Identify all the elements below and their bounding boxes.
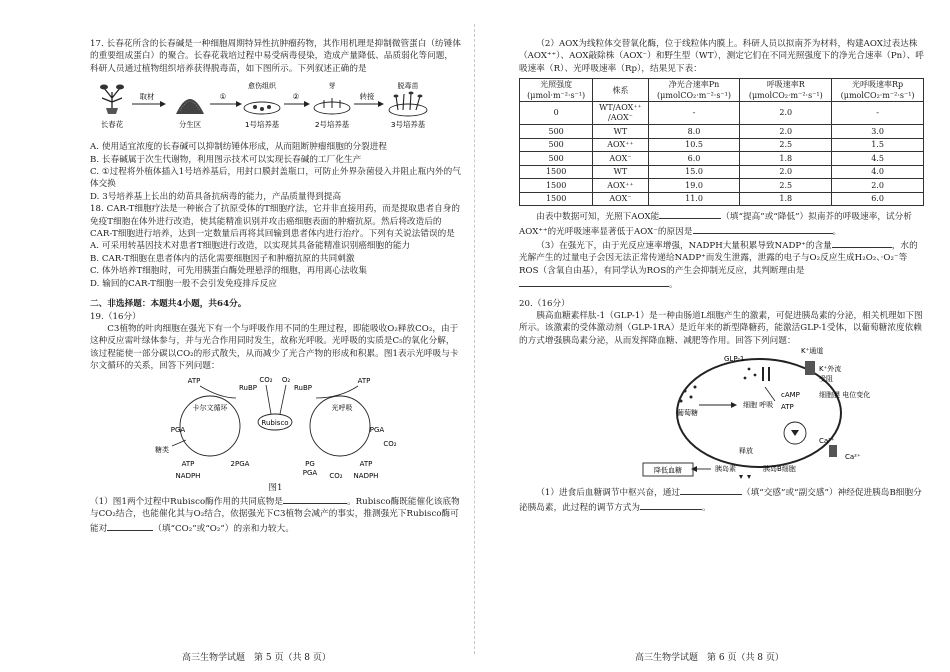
flow-s1: 长春花 bbox=[100, 120, 124, 130]
fig1-co2-r: CO₂ bbox=[383, 439, 397, 448]
table-cell: AOX⁻ bbox=[593, 192, 648, 206]
table-row bbox=[520, 192, 924, 206]
q19-sub3-a: （3）在强光下，由于光反应速率增强，NADPH大量积累导致NADP⁺的含量 bbox=[536, 241, 832, 252]
fig1-pga-br: PGA bbox=[302, 468, 318, 477]
table-header-cell: 光呼吸速率Rp (μmolCO₂·m⁻²·s⁻¹) bbox=[832, 79, 924, 102]
table-cell: 2.5 bbox=[740, 179, 832, 193]
fig1-nadph-l: NADPH bbox=[175, 471, 201, 480]
table-row bbox=[520, 125, 924, 139]
fig2-cell-resp: 细胞 呼吸 bbox=[743, 401, 774, 410]
fig1-atp-br: ATP bbox=[359, 459, 373, 468]
q19-sub1-part1: （1）图1两个过程中Rubisco酶作用的共同底物是 bbox=[90, 496, 283, 507]
fig2-blocked: 受阻 bbox=[819, 375, 833, 384]
q19-sub1 bbox=[90, 494, 461, 535]
q19-sub3-b: ，水的光解产生的过量电子会因无法正常传递给NADP⁺而发生泄露，泄露的电子与O₂反应生成H₂O₂、·O₂⁻等ROS（含氧自由基），有同学认为ROS的产生会抑制光反应，其判断理由是 bbox=[519, 241, 918, 276]
fig2-k-channel: K⁺通道 bbox=[801, 347, 824, 356]
flow-a4-top: 脱毒苗 bbox=[397, 82, 419, 91]
table-cell: AOX⁻ bbox=[593, 152, 648, 166]
page-6 bbox=[475, 0, 950, 672]
figure-1-caption: 图1 bbox=[268, 482, 283, 493]
fig1-atp-l: ATP bbox=[187, 376, 201, 385]
q17-option-a: A. 使用适宜浓度的长春碱可以抑制纺锤体形成，从而阻断肿瘤细胞的分裂进程 bbox=[90, 142, 388, 153]
table-cell: 19.0 bbox=[648, 179, 740, 193]
table-row bbox=[520, 165, 924, 179]
fig1-twopga: 2PGA bbox=[230, 459, 250, 468]
section-2-title: 二、非选择题：本题共4小题，共64分。 bbox=[90, 299, 247, 310]
table-cell: 6.0 bbox=[832, 192, 924, 206]
q18-option-c: C. 体外培养T细胞时，可先用胰蛋白酶处理悬浮的细胞，再用离心法收集 bbox=[90, 266, 367, 277]
q19-sub1-part2: 。Rubisco酶既能催化该底物与CO₂结合，也能催化其与O₂结合，依据强光下C3植物会减产的事实，推测强光下Rubisco酶可能对 bbox=[90, 496, 460, 534]
q20-sub1 bbox=[519, 485, 924, 514]
q19-sub2-c: 。 bbox=[832, 226, 842, 237]
q19-sub2-a: 由表中数据可知，光照下AOX能 bbox=[536, 212, 660, 223]
q18-option-b: B. CAR-T细胞在患者体内的活化需要细胞因子和肿瘤抗原的共同刺激 bbox=[90, 253, 355, 264]
table-cell: 4.5 bbox=[832, 152, 924, 166]
q19-head: 19.（16分） bbox=[90, 311, 141, 322]
table-cell: 2.5 bbox=[740, 138, 832, 152]
q19-sub2-intro: （2）AOX为线粒体交替氧化酶，位于线粒体内膜上。科研人员以拟南芥为材料，构建AOX过表达株（AOX⁺⁺）、AOX敲除株（AOX⁻）和野生型（WT），测定它们在不同光照强度下的净光合速率（Pn）、呼吸速率（R）、光呼吸速率（Rp），结果见下表： bbox=[519, 39, 924, 74]
table-header-cell: 光照强度 (μmol·m⁻²·s⁻¹) bbox=[520, 79, 593, 102]
answer-blank-5[interactable] bbox=[832, 238, 892, 248]
fig2-ca-out: Ca²⁺ bbox=[845, 453, 861, 462]
fig1-photo: 光呼吸 bbox=[331, 403, 353, 412]
table-row bbox=[520, 152, 924, 166]
table-cell: 500 bbox=[520, 125, 593, 139]
fig1-sugar: 糖类 bbox=[155, 445, 169, 454]
table-cell: 2.0 bbox=[740, 125, 832, 139]
table-header-cell: 株系 bbox=[593, 79, 648, 102]
fig1-atp-r: ATP bbox=[357, 376, 371, 385]
q17-option-d: D. 3号培养基上长出的幼苗具备抗病毒的能力，产品质量得到提高 bbox=[90, 191, 342, 202]
table-cell: 1500 bbox=[520, 192, 593, 206]
fig2-release: 释放 bbox=[739, 447, 753, 456]
figure-glp1-mechanism bbox=[519, 347, 909, 485]
table-cell: AOX⁺⁺ bbox=[593, 138, 648, 152]
table-cell: 500 bbox=[520, 138, 593, 152]
q17-option-c: C. ①过程将外植体插入1号培养基后，用封口膜封盖瓶口，可防止外界杂菌侵入并阻止瓶内外的气体交换 bbox=[90, 167, 461, 190]
q20-head: 20.（16分） bbox=[519, 298, 570, 309]
fig2-glp1: GLP-1 bbox=[724, 355, 745, 364]
flow-a1: 取材 bbox=[139, 92, 155, 102]
fig2-lower: 降低血糖 bbox=[654, 466, 682, 475]
answer-blank-1[interactable] bbox=[283, 494, 347, 504]
meristem-icon bbox=[176, 99, 204, 114]
answer-blank-3[interactable] bbox=[659, 209, 721, 219]
table-cell: 6.0 bbox=[648, 152, 740, 166]
table-cell: 1.8 bbox=[740, 152, 832, 166]
fig2-atp: ATP bbox=[781, 403, 794, 412]
table-cell: 2.0 bbox=[740, 102, 832, 125]
table-cell: WT bbox=[593, 165, 648, 179]
answer-blank-4[interactable] bbox=[693, 224, 833, 234]
table-cell: 11.0 bbox=[648, 192, 740, 206]
flow-a2: ① bbox=[219, 92, 227, 102]
fig1-calvin: 卡尔文循环 bbox=[192, 403, 228, 412]
q18-option-a: A. 可采用转基因技术对患者T细胞进行改造，以实现其具备能精准识别癌细胞的能力 bbox=[90, 241, 411, 252]
plant-icon bbox=[100, 85, 124, 115]
flow-s3: 1号培养基 bbox=[244, 120, 280, 130]
table-cell: 3.0 bbox=[832, 125, 924, 139]
q19-sub2-b: （填“提高”或“降低”）拟南芥的呼吸速率，试分析AOX⁺⁺的光呼吸速率显著低于AOX⁻的原因是 bbox=[519, 212, 912, 237]
q19-paragraph: C3植物的叶肉细胞在强光下有一个与呼吸作用不同的生理过程，即能吸收O₂释放CO₂，由于这种反应需叶绿体参与，并与光合作用同时发生，故称光呼吸。光呼吸的实质是C₅的氧化分解，该过程能使一部分碳以CO₂的形式散失，从而减少了光合产物的形成和积累。图1表示光呼吸与卡尔文循环的关系，回答下列问题： bbox=[90, 323, 459, 372]
q19-sub2-question bbox=[519, 209, 924, 238]
page-6-footer: 高三生物学试题 第 6 页（共 8 页） bbox=[635, 653, 784, 663]
answer-blank-6[interactable] bbox=[519, 277, 669, 287]
fig1-pga-r: PGA bbox=[369, 425, 385, 434]
table-cell: 8.0 bbox=[648, 125, 740, 139]
fig1-pg: PG bbox=[305, 459, 315, 468]
table-cell: 2.0 bbox=[740, 165, 832, 179]
table-cell: 0 bbox=[520, 102, 593, 125]
table-cell: WT/AOX⁺⁺ /AOX⁻ bbox=[593, 102, 648, 125]
fig2-camp: cAMP bbox=[781, 391, 800, 400]
fig1-atp-bl: ATP bbox=[181, 459, 195, 468]
table-cell: 4.0 bbox=[832, 165, 924, 179]
q18-option-d: D. 输回的CAR-T细胞一般不会引发免疫排斥反应 bbox=[90, 278, 277, 289]
page-5-footer: 高三生物学试题 第 5 页（共 8 页） bbox=[182, 653, 331, 663]
table-cell: 10.5 bbox=[648, 138, 740, 152]
table-cell: AOX⁺⁺ bbox=[593, 179, 648, 193]
table-cell: - bbox=[832, 102, 924, 125]
fig2-insulin: 胰岛素 bbox=[715, 465, 736, 474]
fig1-rubisco: Rubisco bbox=[261, 418, 289, 427]
fig2-membrane: 细胞膜 电位变化 bbox=[819, 391, 871, 400]
table-row bbox=[520, 179, 924, 193]
q17-option-b: B. 长春碱属于次生代谢物，利用图示技术可以实现长春碱的工厂化生产 bbox=[90, 154, 362, 165]
fig2-ca-in: Ca²⁺ bbox=[819, 437, 835, 446]
table-cell: 1.5 bbox=[832, 138, 924, 152]
q20-sub1-a: （1）进食后血糖调节中枢兴奋，通过 bbox=[536, 488, 681, 499]
flow-a2-top: 愈伤组织 bbox=[248, 82, 276, 91]
table-cell: 1500 bbox=[520, 165, 593, 179]
table-header-cell: 净光合速率Pn (μmolCO₂·m⁻²·s⁻¹) bbox=[648, 79, 740, 102]
table-cell: 1.8 bbox=[740, 192, 832, 206]
q17-flow-diagram bbox=[90, 78, 450, 134]
table-row bbox=[520, 102, 924, 125]
q19-sub3-c: 。 bbox=[669, 280, 678, 291]
figure-1-photorespiration bbox=[90, 374, 460, 482]
fig2-bcell: 胰岛B细胞 bbox=[763, 465, 796, 474]
flow-s5: 3号培养基 bbox=[390, 120, 426, 130]
fig1-rubp-r: RuBP bbox=[293, 383, 313, 392]
aox-data-table bbox=[519, 78, 924, 206]
answer-blank-7[interactable] bbox=[680, 485, 742, 495]
answer-blank-8[interactable] bbox=[640, 500, 702, 510]
table-cell: 500 bbox=[520, 152, 593, 166]
q20-sub1-b: （填“交感”或“副交感”）神经促进胰岛B细胞分泌胰岛素，此过程的调节方式为 bbox=[519, 488, 922, 513]
fig1-pga-l: PGA bbox=[170, 425, 186, 434]
answer-blank-2[interactable] bbox=[107, 521, 153, 531]
fig1-co2-br: CO₂ bbox=[329, 471, 343, 480]
fig2-k-out: K⁺外流 bbox=[819, 365, 842, 374]
flow-a3: ② bbox=[292, 92, 300, 102]
fig2-glucose: 葡萄糖 bbox=[677, 409, 698, 418]
q17-stem: 17. 长春花所含的长春碱是一种细胞周期特异性抗肿瘤药物，其作用机理是抑制微管蛋白（纺锤体的重要组成蛋白）的聚合。长春花栽培过程中易受病毒侵染，造成产量降低、品质弱化等问题，科研人员通过植物组织培养获得脱毒苗，如下图所示。下列叙述正确的是 bbox=[90, 39, 461, 74]
q19-sub3 bbox=[519, 238, 924, 292]
fig1-rubp-l: RuBP bbox=[238, 383, 258, 392]
table-header-cell: 呼吸速率R (μmolCO₂·m⁻²·s⁻¹) bbox=[740, 79, 832, 102]
flow-a3-top: 芽 bbox=[328, 82, 336, 91]
flow-s4: 2号培养基 bbox=[314, 120, 350, 130]
table-cell: WT bbox=[593, 125, 648, 139]
table-cell: 15.0 bbox=[648, 165, 740, 179]
flow-a4: 转接 bbox=[359, 92, 375, 102]
fig1-nadph-r: NADPH bbox=[353, 471, 379, 480]
table-cell: 1500 bbox=[520, 179, 593, 193]
q20-sub1-c: 。 bbox=[702, 502, 711, 513]
table-cell: - bbox=[648, 102, 740, 125]
q19-sub1-part3: （填“CO₂”或“O₂”）的亲和力较大。 bbox=[153, 523, 294, 534]
table-row bbox=[520, 138, 924, 152]
flow-s2: 分生区 bbox=[178, 120, 202, 130]
fig1-co2-top: CO₂ bbox=[259, 375, 273, 384]
q18-stem: 18. CAR-T细胞疗法是一种嵌合了抗原受体的T细胞疗法，它并非直接用药，而是提取患者自身的免疫T细胞在体外进行改造，使其能精准识别并攻击癌细胞表面的肿瘤抗原。然后将改造后的CAR-T细胞进行培养，达到一定数量后再将其回输到患者体内进行治疗。下列有关说法错误的是 bbox=[90, 204, 461, 240]
fig1-o2-top: O₂ bbox=[281, 375, 291, 384]
table-cell: 2.0 bbox=[832, 179, 924, 193]
q20-paragraph: 胰高血糖素样肽-1（GLP-1）是一种由肠道L细胞产生的激素，可促进胰岛素的分泌，相关机理如下图所示。该激素的受体激动剂（GLP-1RA）是近年来的新型降糖药，能激活GLP-1受体，以葡萄糖浓度依赖的方式增强胰岛素分泌，从而发挥降血糖、减肥等作用。回答下列问题： bbox=[519, 311, 923, 346]
